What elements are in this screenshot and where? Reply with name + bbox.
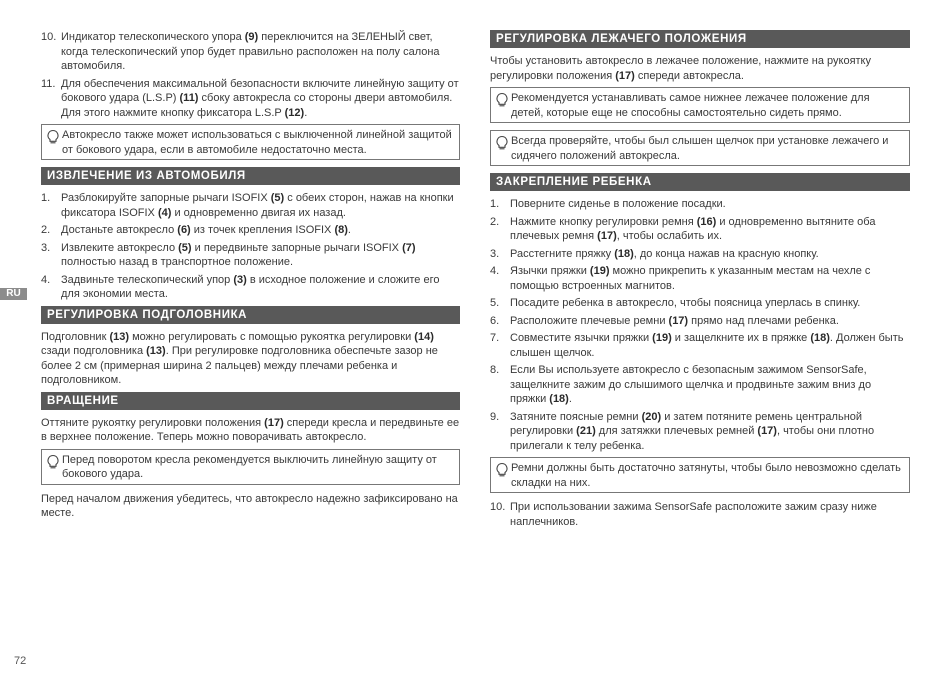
note-text: Перед поворотом кресла рекомендуется выключить линейную защиту от бокового удара. bbox=[62, 453, 437, 480]
language-tab: RU bbox=[0, 288, 27, 300]
paragraph: Оттяните рукоятку регулировки положения (17) спереди кресла и передвиньте ее в верхнее положение. Теперь можно поворачивать автокресло. bbox=[41, 416, 460, 443]
section-heading: РЕГУЛИРОВКА ПОДГОЛОВНИКА bbox=[41, 306, 460, 324]
item-number: 2. bbox=[490, 215, 500, 228]
list-item bbox=[490, 197, 910, 212]
lightbulb-icon bbox=[46, 128, 62, 157]
page-number: 72 bbox=[14, 655, 27, 667]
item-number: 4. bbox=[490, 265, 500, 277]
note-text: Ремни должны быть достаточно затянуты, чтобы было невозможно сделать складки на них. bbox=[511, 462, 901, 489]
list-item bbox=[490, 296, 910, 311]
item-text: Если Вы используете автокресло с безопасным зажимом SensorSafe, защелкните зажим до слышимого щелчка и продвиньте зажим вниз до пряжки (18). bbox=[510, 364, 872, 405]
item-number: 3. bbox=[490, 247, 500, 260]
list-item bbox=[41, 273, 460, 302]
note-text: Всегда проверяйте, чтобы был слышен щелчок при установке лежачего и сидячего положений автокресла. bbox=[511, 135, 889, 162]
paragraph: Чтобы установить автокресло в лежачее положение, нажмите на рукоятку регулировки положения (17) спереди автокресла. bbox=[490, 55, 871, 82]
item-text: Поверните сиденье в положение посадки. bbox=[510, 198, 726, 210]
paragraph: Перед началом движения убедитесь, что автокресло надежно зафиксировано на месте. bbox=[41, 492, 458, 519]
item-number: 10. bbox=[490, 501, 506, 513]
item-text: Затяните поясные ремни (20) и затем потяните ремень центральной регулировки (21) для затяжки плечевых ремней (17), чтобы они плотно прилегали к телу ребенка. bbox=[510, 410, 875, 452]
tip-note bbox=[490, 130, 910, 166]
tip-note bbox=[41, 124, 460, 160]
item-number: 6. bbox=[490, 314, 500, 327]
list-item bbox=[41, 30, 460, 74]
list-item bbox=[41, 241, 460, 270]
list-item bbox=[490, 500, 910, 529]
item-number: 4. bbox=[41, 273, 51, 286]
list-item bbox=[41, 191, 460, 220]
item-text: При использовании зажима SensorSafe расположите зажим сразу ниже наплечников. bbox=[510, 501, 877, 528]
list-item bbox=[41, 223, 460, 238]
tip-note bbox=[490, 457, 910, 493]
item-number: 1. bbox=[490, 198, 500, 210]
item-text: Расстегните пряжку (18), до конца нажав на красную кнопку. bbox=[510, 247, 819, 260]
note-text: Автокресло также может использоваться с выключенной линейной защитой от бокового удара, если в автомобиле недостаточно места. bbox=[62, 129, 452, 156]
list-item bbox=[490, 410, 910, 454]
item-number: 8. bbox=[490, 364, 500, 376]
note-text: Рекомендуется устанавливать самое нижнее лежачее положение для детей, которые еще не способны самостоятельно сидеть прямо. bbox=[511, 92, 870, 119]
item-text: Индикатор телескопического упора (9) переключится на ЗЕЛЕНЫЙ свет, когда телескопический упор будет правильно расположен на полу салона автомобиля. bbox=[61, 31, 440, 72]
item-number: 2. bbox=[41, 224, 51, 236]
section-heading: ИЗВЛЕЧЕНИЕ ИЗ АВТОМОБИЛЯ bbox=[41, 167, 460, 185]
item-text: Разблокируйте запорные рычаги ISOFIX (5) с обеих сторон, нажав на кнопки фиксатора ISOFIX (4) и одновременно двигая их назад. bbox=[61, 192, 454, 219]
item-number: 5. bbox=[490, 297, 500, 309]
section-heading: ЗАКРЕПЛЕНИЕ РЕБЕНКА bbox=[490, 173, 910, 191]
item-text: Нажмите кнопку регулировки ремня (16) и одновременно вытяните оба плечевых ремня (17), чтобы ослабить их. bbox=[510, 215, 876, 242]
list-item bbox=[490, 363, 910, 407]
item-text: Посадите ребенка в автокресло, чтобы поясница уперлась в спинку. bbox=[510, 297, 861, 309]
extract-steps bbox=[41, 191, 460, 302]
item-text: Для обеспечения максимальной безопасности включите линейную защиту от бокового удара (L.S.P) (11) сбоку автокресла со стороны двери автомобиля. Для этого нажмите кнопку фиксатора L.S.P (12). bbox=[61, 77, 459, 119]
left-column bbox=[41, 30, 460, 524]
item-number: 10. bbox=[41, 31, 57, 43]
item-number: 1. bbox=[41, 192, 51, 204]
item-text: Язычки пряжки (19) можно прикрепить к указанным местам на чехле с помощью встроенных магнитов. bbox=[510, 265, 871, 292]
tip-note bbox=[490, 87, 910, 123]
item-text: Достаньте автокресло (6) из точек крепления ISOFIX (8). bbox=[61, 224, 351, 236]
lightbulb-icon bbox=[495, 91, 511, 120]
item-number: 9. bbox=[490, 410, 500, 423]
list-item bbox=[490, 247, 910, 262]
lightbulb-icon bbox=[495, 461, 511, 490]
lightbulb-icon bbox=[46, 453, 62, 482]
list-item bbox=[490, 314, 910, 329]
right-column bbox=[490, 30, 910, 532]
item-text: Совместите язычки пряжки (19) и защелкните их в пряжке (18). Должен быть слышен щелчок. bbox=[510, 332, 904, 359]
item-number: 3. bbox=[41, 241, 51, 254]
list-items-top bbox=[41, 30, 460, 120]
item-number: 11. bbox=[41, 77, 56, 90]
list-item bbox=[490, 331, 910, 360]
item-text: Извлеките автокресло (5) и передвиньте запорные рычаги ISOFIX (7) полностью назад в транспортное положение. bbox=[61, 241, 416, 268]
secure-steps bbox=[490, 197, 910, 453]
item-text: Задвиньте телескопический упор (3) в исходное положение и сложите его для экономии места. bbox=[61, 273, 440, 300]
lightbulb-icon bbox=[495, 134, 511, 163]
list-item bbox=[490, 264, 910, 293]
tip-note bbox=[41, 449, 460, 485]
list-item bbox=[41, 77, 460, 121]
section-heading: РЕГУЛИРОВКА ЛЕЖАЧЕГО ПОЛОЖЕНИЯ bbox=[490, 30, 910, 48]
list-item bbox=[490, 215, 910, 244]
section-heading: ВРАЩЕНИЕ bbox=[41, 392, 460, 410]
item-number: 7. bbox=[490, 332, 500, 344]
paragraph: Подголовник (13) можно регулировать с помощью рукоятка регулировки (14) сзади подголовника (13). При регулировке подголовника обеспечьте зазор не более 2 см (примерная ширина 2 пальцев) между плечами ребенка и подголовником. bbox=[41, 330, 438, 386]
item-text: Расположите плечевые ремни (17) прямо над плечами ребенка. bbox=[510, 314, 839, 327]
